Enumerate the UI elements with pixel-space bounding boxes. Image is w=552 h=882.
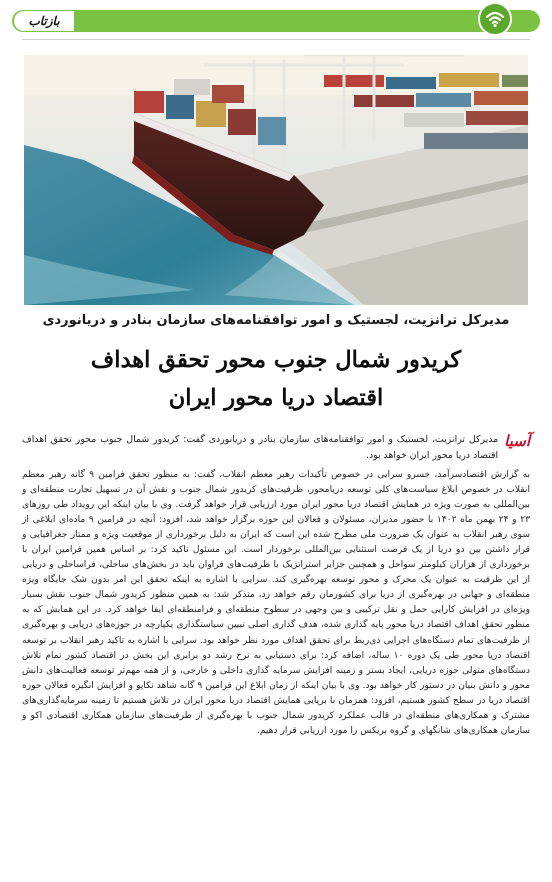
wifi-signal-icon — [478, 2, 512, 36]
section-header-bar — [12, 10, 540, 32]
section-label: بازتاب — [14, 11, 74, 31]
article-subtitle: مدیرکل ترانزیت، لجستیک و امور توافقنامه‌های سازمان بنادر و دریانوردی — [42, 313, 510, 328]
body-paragraph: به گزارش اقتصادسرآمد، خسرو سرایی در خصوص تأکیدات رهبر معظم انقلاب، گفت: به منظور تحقق فرامین ۹ گانه رهبر معظم انقلاب در خصوص ابلاغ سیاست‌های کلی توسعه دریامحور، ظرفیت‌های کریدور شمال جنوب و نقش آن در تسهیل تجارت منطقه‌ای و بین‌المللی به صورت ویژه در همایش اقتصاد دریا محور ایران مورد ارزیابی قرار خواهد گرفت. وی با بیان اینکه این رویداد طی روزهای ۲۳ و ۲۴ بهمن ماه ۱۴۰۲ با حضور مدیران، مسئولان و فعالان این حوزه برگزار خواهد شد، افزود: آنچه در فرامین ۹ ماده‌ای ابلاغی از سوی رهبر انقلاب به عنوان یک ضرورت ملی مطرح شده این است که ایران به دلیل برخورداری از موقعیت ویژه و ممتاز جغرافیایی و قرار داشتن بین دو دریا از یک فرصت استثنایی بین‌المللی برخوردار است. این مسئول تاکید کرد: بر اساس همین فرامین ایران با برخورداری از هزاران کیلومتر سواحل و همچنین جزایر استراتژیک با ظرفیت‌های فراوان باید در بخش‌های ساحلی، فراساحلی و دریایی از این ظرفیت به عنوان یک محرک و محور توسعه بهره‌گیری کند. سرایی با اشاره به اینکه تحقق این امر بدون شک جایگاه ویژه منطقه‌ای و جهانی در بهره‌گیری از دریا برای کشورمان رقم خواهد زد، متذکر شد: به همین منظور کریدور شمال جنوب نقش بسیار ویژه‌ای در افزایش کارایی حمل و نقل ترکیبی و بین وجهی در سطوح منطقه‌ای و فرامنطقه‌ای ایفا خواهد کرد. در این همایش که به منظور تحقق اهداف اقتصاد دریا محور پایه گذاری شده، هدف گذاری اصلی تبیین سیاستگذاری یکپارچه در حوزه‌های دریایی و بهره‌گیری از ظرفیت‌های تمام دستگاه‌های اجرایی ذی‌ربط برای تحقق اهداف مورد نظر خواهد بود. سرایی با اشاره به تاکید رهبر انقلاب بر توسعه اقتصاد دریا محور طی یک دوره ۱۰ ساله، اضافه کرد: برای دستیابی به نرخ رشد دو برابری این بخش در اقتصاد کشور تمام تلاش دستگاه‌های متولی حوزه دریایی، ایجاد بستر و زمینه افزایش سرمایه گذاری داخلی و خارجی، و از همه مهم‌تر توسعه فعالیت‌های دانش محور و دانش بنیان در دستور کار خواهد بود. وی با بیان اینکه از زمان ابلاغ این فرامین ۹ گانه شاهد تکاپو و افزایش انگیزه فعالان حوزه اقتصاد دریا در سطح کشور هستیم، افزود: همزمان با برپایی همایش اقتصاد دریا محور ایران در تلاش هستیم تا زمینه سرمایه‌گذاری‌های مشترک و همکاری‌های منطقه‌ای در قالب عملکرد کریدور شمال جنوب با بهره‌گیری از ظرفیت‌های سازمان همکاری اقتصادی اکو و سازمان همکاری‌های شانگهای و گروه بریکس را مورد ارزیابی قرار دهیم. — [22, 470, 531, 736]
header-divider — [22, 39, 530, 40]
article-body — [22, 468, 530, 739]
article-lead — [22, 432, 530, 463]
lead-paragraph: مدیرکل ترانزیت، لجستیک و امور توافقنامه‌های سازمان بنادر و دریانوردی گفت: کریدور شمال جنوب محور تحقق اهداف اقتصاد دریا محور ایران خواهد بود. — [22, 434, 499, 461]
article-title-line-1: کریدور شمال جنوب محور تحقق اهداف — [90, 347, 462, 373]
article-title-line-2: اقتصاد دریا محور ایران — [168, 385, 384, 411]
article-title — [22, 341, 530, 417]
source-tag: آسیا — [504, 432, 530, 450]
container-ship-port-photo — [24, 55, 528, 305]
